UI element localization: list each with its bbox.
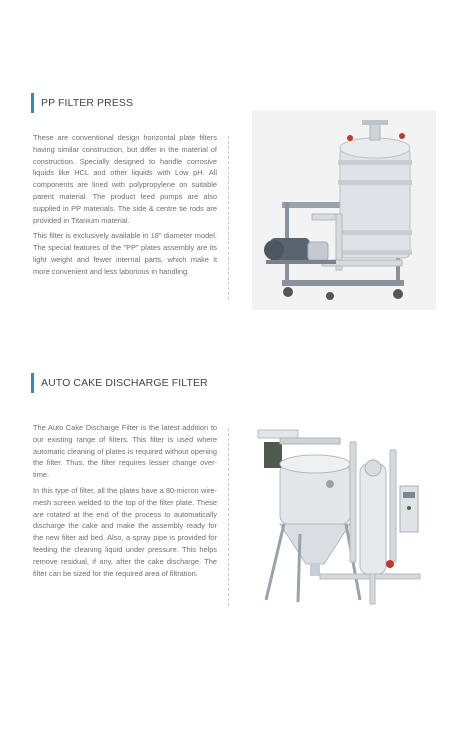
section-title: PP FILTER PRESS xyxy=(41,97,134,109)
section-title: AUTO CAKE DISCHARGE FILTER xyxy=(41,377,208,389)
auto-cake-discharge-filter-photo xyxy=(250,424,434,610)
section-body-auto-cake-discharge-filter xyxy=(33,422,217,583)
paragraph: In this type of filter, all the plates have a 80-micron wire-mesh screen welded to the top of the filter plate. These are rotated at the end of the process to automatically discharge the cake and make the assembly ready for the new filter aid bed. Also, a spray pipe is provided for feeding the cleaning liquid under pressure. This helps remove residual, if any, after the cake discharge. The filter can be sized for the required area of filtration. xyxy=(33,485,217,578)
paragraph: This filter is exclusively available in 18" diameter model. The special features of the "PP" plates assembly are its light weight and fewer internal parts, which make it more convenient and less laborious in handling. xyxy=(33,231,217,276)
vertical-divider xyxy=(228,136,229,300)
section-heading-pp-filter-press xyxy=(31,93,133,113)
vertical-divider xyxy=(228,428,229,606)
section-body-pp-filter-press xyxy=(33,132,217,282)
pp-filter-press-photo xyxy=(252,110,436,310)
section-heading-auto-cake-discharge-filter xyxy=(31,373,208,393)
paragraph: The Auto Cake Discharge Filter is the latest addition to our existing range of filters. This filter is used where automatic cleaning of plates is required without opening the filter. Thus, the filter requires lesser change over-time. xyxy=(33,423,217,480)
paragraph: These are conventional design horizontal plate filters having similar construction, but differ in the material of construction. Specially designed to handle corrosive liquids like HCL and other liquids with Low pH. All components are lined with polypropylene on suitable parent material. The product feed pumps are also supplied in PP materials. The side & centre tie rods are provided in Titanium material. xyxy=(33,133,217,225)
